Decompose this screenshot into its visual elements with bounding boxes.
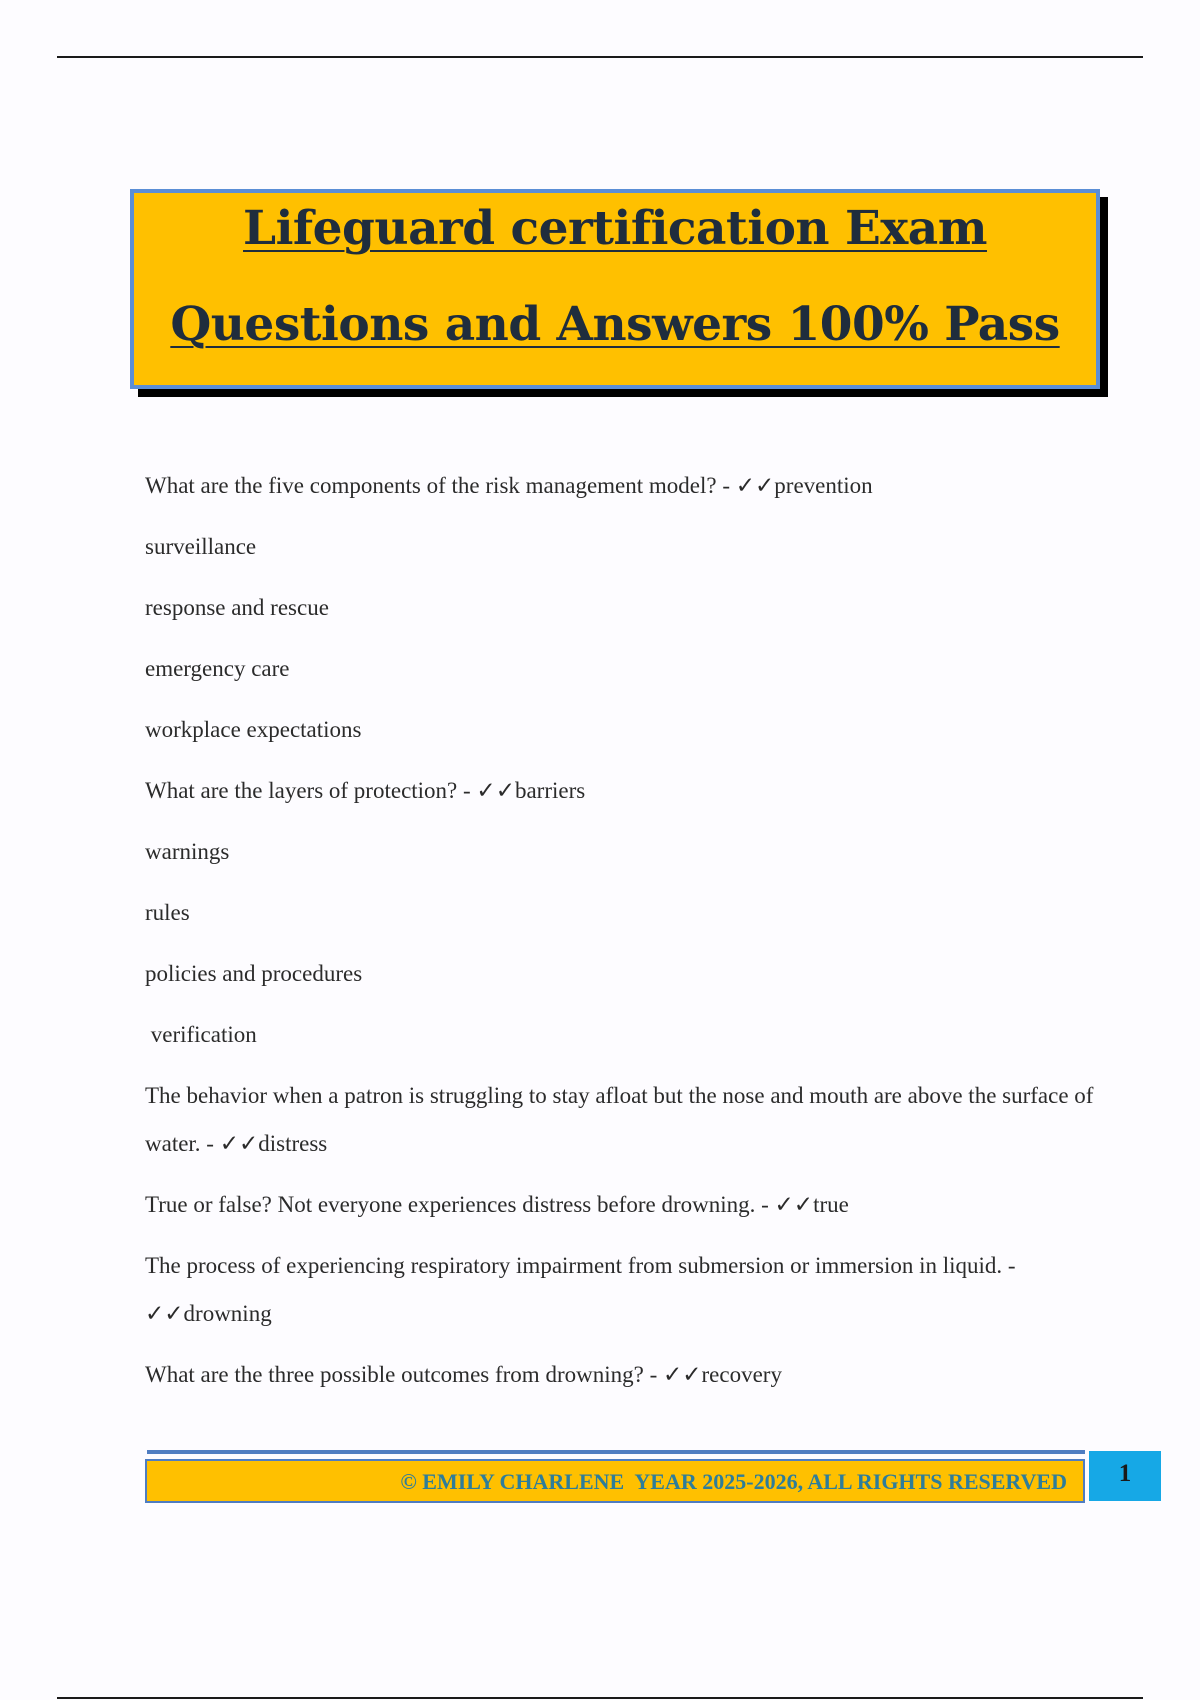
paragraph: The behavior when a patron is struggling to stay afloat but the nose and mouth are above the surface of water. - ✓✓distress bbox=[145, 1083, 1094, 1156]
title-line-1: Lifeguard certification Exam bbox=[243, 201, 987, 256]
paragraph: surveillance bbox=[145, 534, 257, 559]
paragraph: rules bbox=[145, 900, 190, 925]
document-body bbox=[145, 462, 1105, 1412]
paragraph: What are the layers of protection? - ✓✓barriers bbox=[145, 778, 586, 803]
page-number: 1 bbox=[1118, 1460, 1132, 1487]
paragraph: policies and procedures bbox=[145, 961, 363, 986]
paragraph: True or false? Not everyone experiences distress before drowning. - ✓✓true bbox=[145, 1192, 849, 1217]
top-rule bbox=[57, 56, 1143, 58]
paragraph: emergency care bbox=[145, 656, 290, 681]
page-number-badge bbox=[1089, 1451, 1161, 1501]
paragraph: verification bbox=[145, 1022, 257, 1047]
bottom-rule bbox=[57, 1697, 1143, 1699]
footer-rule bbox=[147, 1450, 1085, 1454]
footer-banner bbox=[145, 1459, 1085, 1503]
paragraph: What are the three possible outcomes from drowning? - ✓✓recovery bbox=[145, 1362, 782, 1387]
title-banner bbox=[130, 189, 1100, 389]
paragraph: response and rescue bbox=[145, 595, 329, 620]
paragraph: warnings bbox=[145, 839, 230, 864]
paragraph: The process of experiencing respiratory impairment from submersion or immersion in liquid. - ✓✓drowning bbox=[145, 1253, 1016, 1326]
paragraph: What are the five components of the risk management model? - ✓✓prevention bbox=[145, 473, 873, 498]
copyright-notice: © EMILY CHARLENE YEAR 2025-2026, ALL RIGHTS RESERVED bbox=[400, 1469, 1067, 1494]
paragraph: workplace expectations bbox=[145, 717, 362, 742]
title-line-2: Questions and Answers 100% Pass bbox=[170, 297, 1060, 352]
